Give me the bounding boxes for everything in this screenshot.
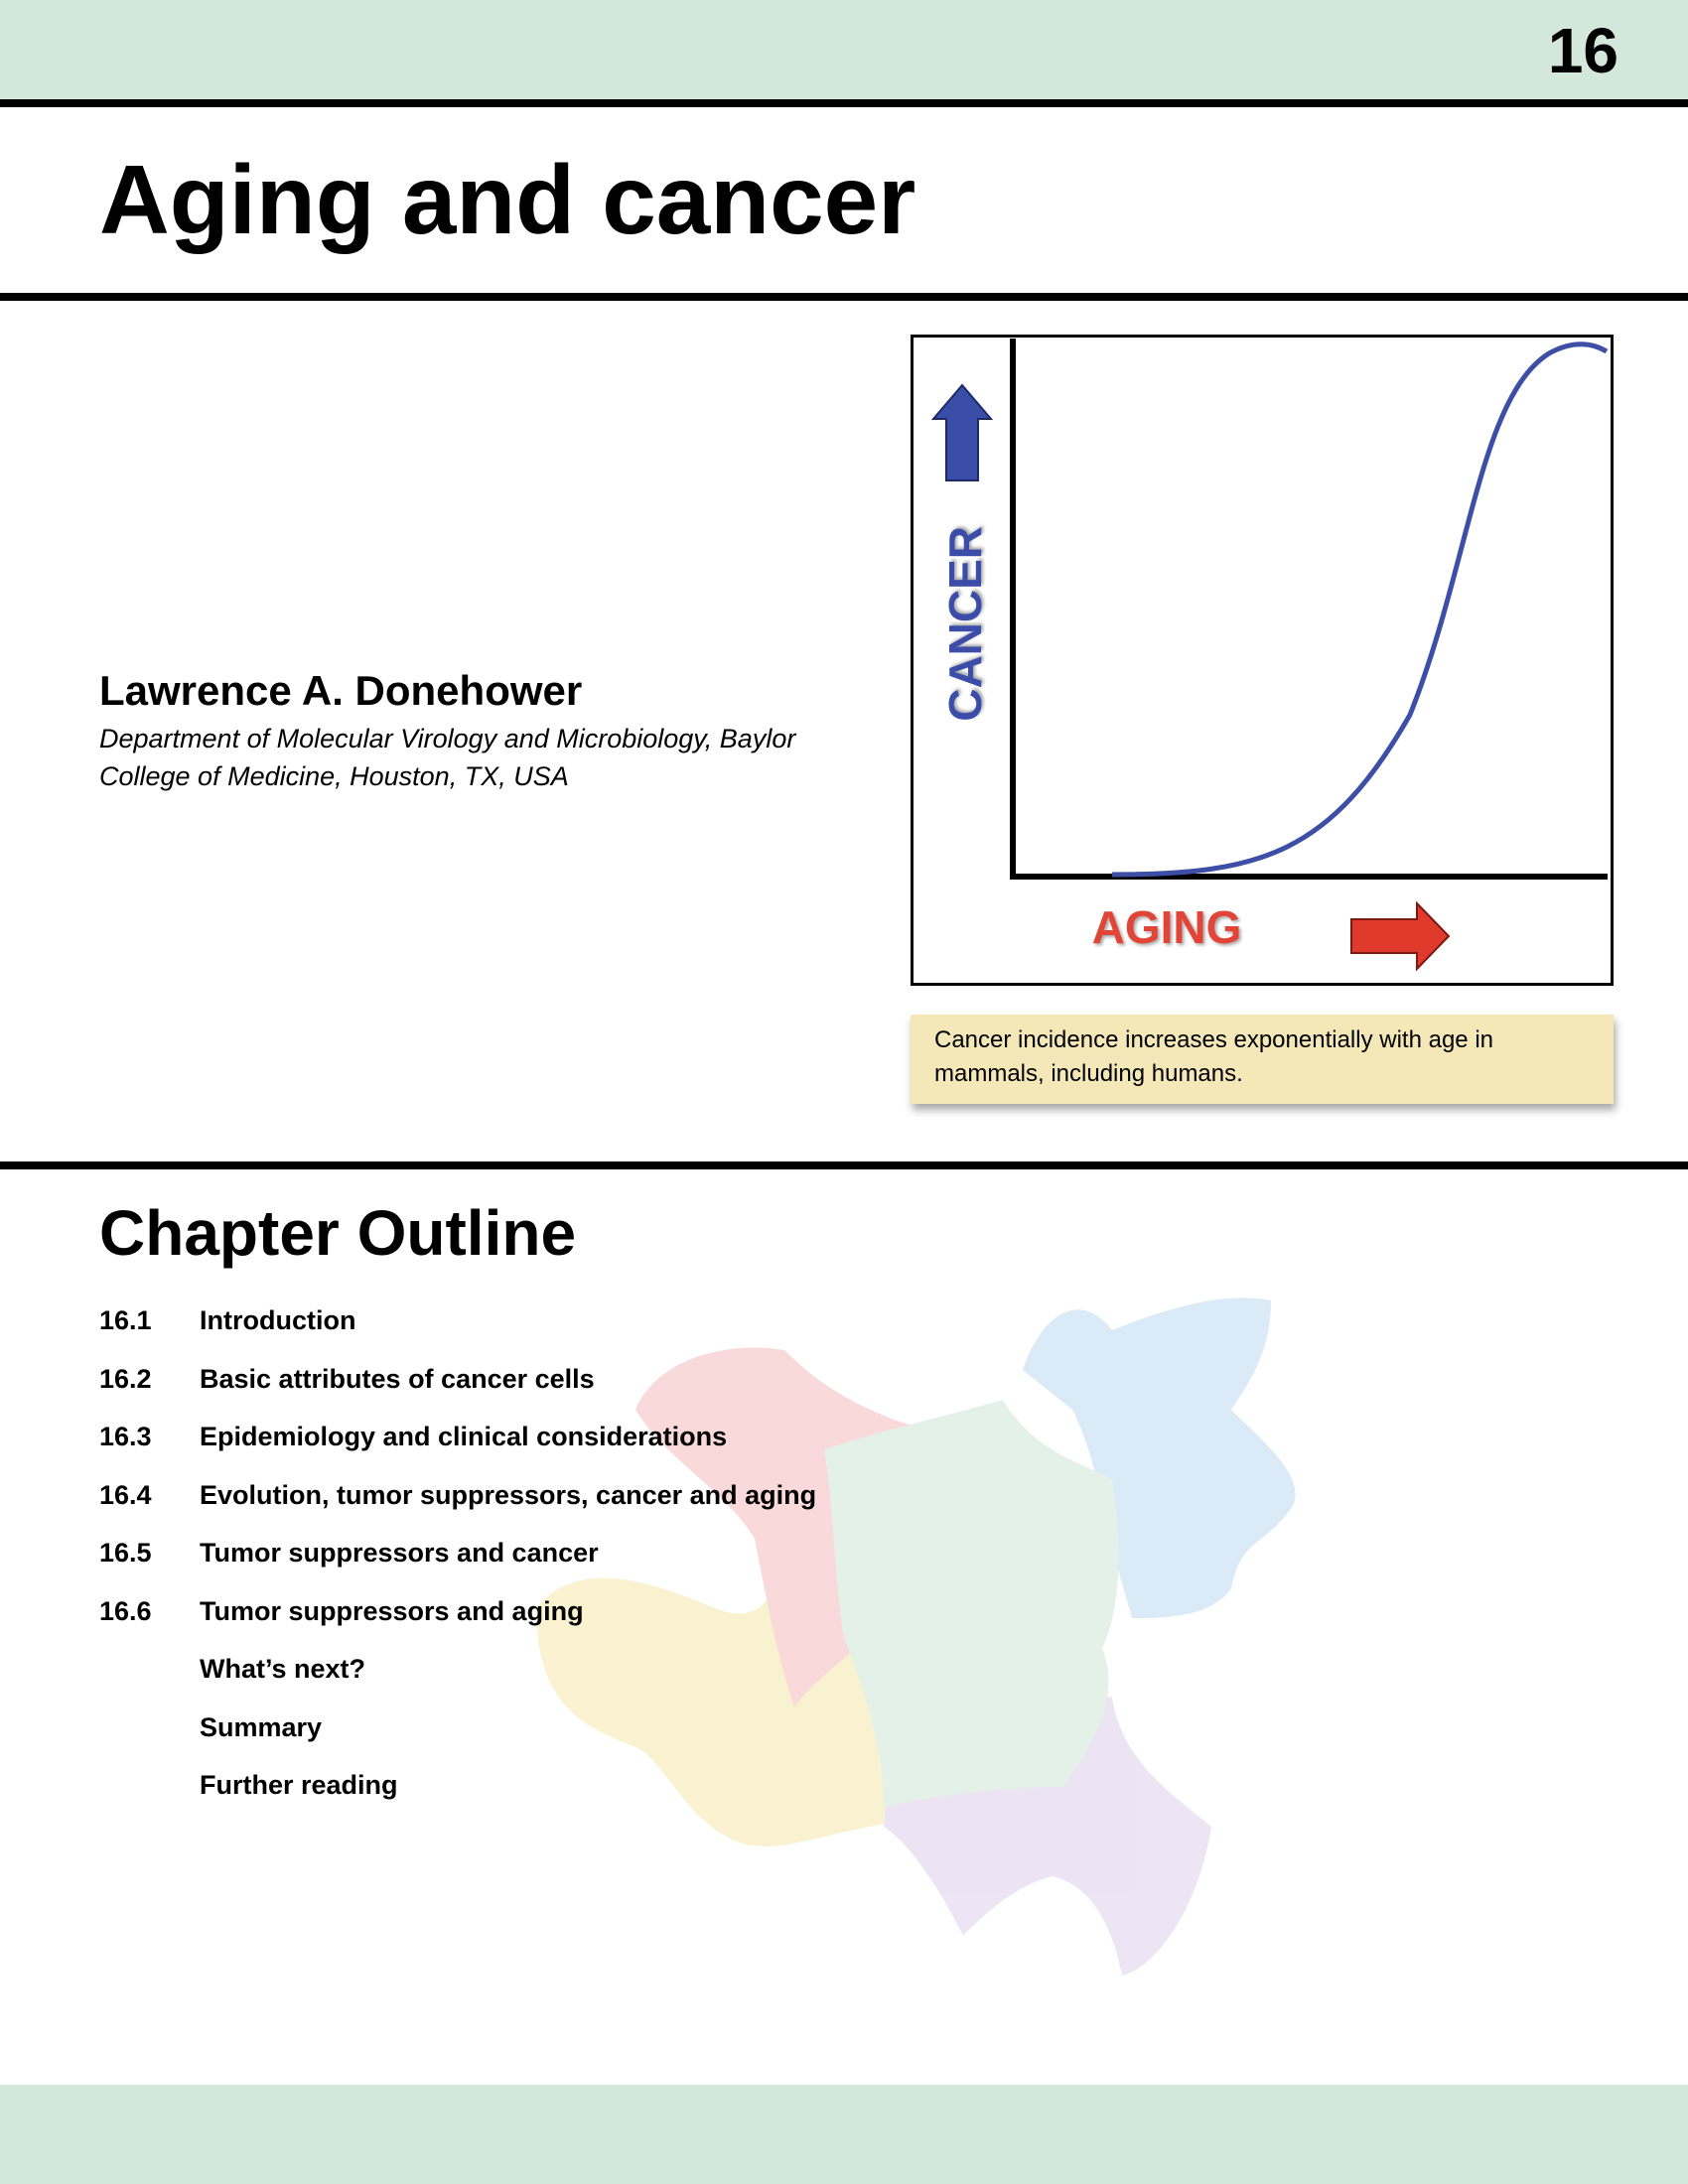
outline-item-title: Summary [200, 1711, 323, 1742]
author-affiliation: Department of Molecular Virology and Microbiology, Baylor College of Medicine, Houston, TX, USA [99, 724, 796, 791]
figure-caption: Cancer incidence increases exponentially with age in mammals, including humans. [911, 1015, 1614, 1104]
outline-item-title: Further reading [200, 1770, 398, 1800]
chapter-number: 16 [1547, 15, 1618, 86]
outline-item[interactable] [99, 1654, 894, 1712]
outline-item[interactable] [99, 1364, 894, 1423]
up-arrow-icon [933, 385, 991, 480]
outline-item-number: 16.1 [99, 1305, 152, 1335]
outline-item-title: Epidemiology and clinical considerations [200, 1422, 728, 1451]
chapter-outline-heading: Chapter Outline [99, 1197, 577, 1269]
cancer-aging-figure [911, 335, 1614, 986]
outline-item[interactable] [99, 1480, 894, 1539]
outline-item-title: Introduction [200, 1305, 356, 1335]
header-band [0, 0, 1688, 99]
outline-item-title: Tumor suppressors and cancer [200, 1538, 599, 1568]
outline-item-title: Tumor suppressors and aging [200, 1595, 584, 1626]
header-rule [0, 99, 1688, 107]
x-axis-label: AGING [1091, 901, 1242, 953]
author-name: Lawrence A. Donehower [99, 667, 583, 714]
outline-item[interactable] [99, 1770, 894, 1829]
outline-item-title: Evolution, tumor suppressors, cancer and aging [200, 1479, 817, 1510]
footer-band [0, 2085, 1688, 2184]
chapter-outline-list [99, 1305, 894, 1829]
outline-item-title: Basic attributes of cancer cells [200, 1363, 595, 1394]
outline-item-number: 16.5 [99, 1538, 152, 1568]
outline-item[interactable] [99, 1422, 894, 1480]
chapter-title: Aging and cancer [99, 145, 916, 254]
outline-item[interactable] [99, 1305, 894, 1364]
figure-canvas [914, 338, 1611, 983]
right-arrow-icon [1351, 903, 1449, 969]
title-rule [0, 293, 1688, 301]
incidence-curve [1112, 344, 1607, 875]
outline-item[interactable] [99, 1596, 894, 1655]
outline-item[interactable] [99, 1538, 894, 1596]
y-axis-label: CANCER [939, 526, 991, 722]
outline-item-number: 16.6 [99, 1595, 152, 1626]
outline-item-title: What’s next? [200, 1654, 366, 1684]
outline-item-number: 16.2 [99, 1363, 152, 1394]
section-rule [0, 1161, 1688, 1169]
outline-item-number: 16.4 [99, 1479, 152, 1510]
outline-item[interactable] [99, 1712, 894, 1771]
outline-item-number: 16.3 [99, 1422, 152, 1451]
